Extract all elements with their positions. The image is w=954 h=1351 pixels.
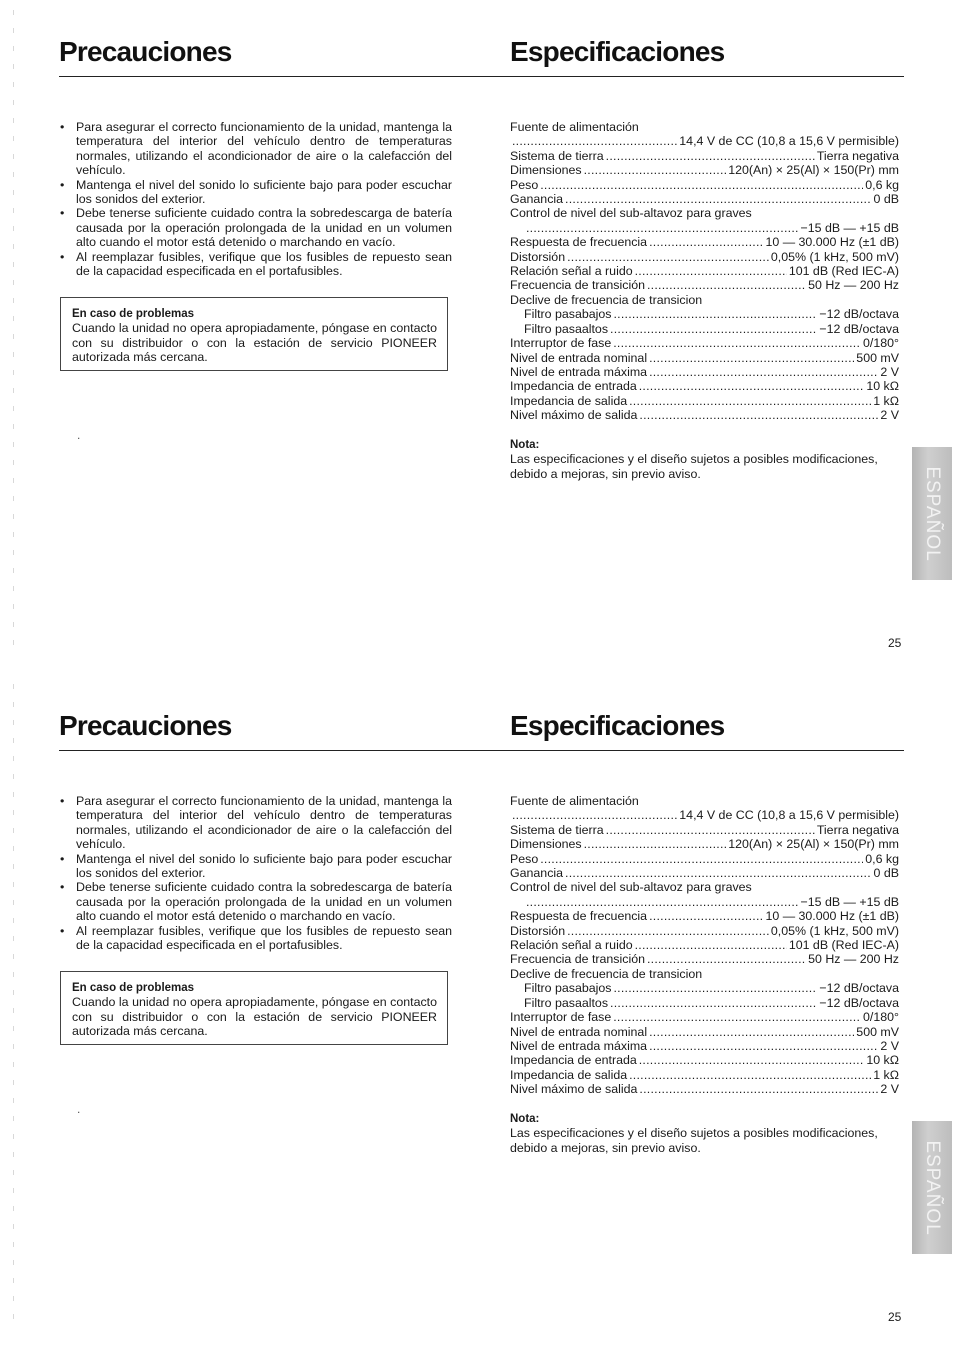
leader-dots: [613, 981, 817, 995]
spec-label: Ganancia: [510, 866, 564, 881]
spec-label: Fuente de alimentación: [510, 120, 639, 134]
leader-dots: [584, 163, 727, 177]
spec-row: [510, 837, 899, 851]
spec-value: −12 dB/octava: [819, 307, 899, 322]
spec-row: [510, 1053, 899, 1067]
leader-dots: [610, 322, 817, 336]
leader-dots: [649, 351, 854, 365]
note-block: [510, 1112, 905, 1155]
note-body: Las especificaciones y el diseño sujetos a posibles modificaciones, debido a mejoras, sin previo aviso.: [510, 452, 878, 481]
leader-dots: [649, 365, 878, 379]
spec-row: [510, 1010, 899, 1024]
spec-label: Filtro pasabajos: [524, 981, 612, 996]
spec-value: −12 dB/octava: [819, 321, 899, 336]
leader-dots: [647, 278, 806, 292]
spec-label: Fuente de alimentación: [510, 794, 639, 808]
trouble-title: En caso de problemas: [72, 982, 195, 994]
spec-label: Filtro pasaaltos: [524, 321, 609, 336]
language-tab-label: ESPAÑOL: [922, 465, 943, 562]
spec-value: 10 kΩ: [866, 1053, 899, 1068]
spec-value: 101 dB (Red IEC-A): [788, 938, 899, 953]
spec-value: 500 mV: [856, 1024, 899, 1039]
spec-label: Nivel de entrada máxima: [510, 1038, 648, 1053]
precaution-item: • Debe tenerse suficiente cuidado contra la sobredescarga de batería causada por la operación prolongada de la unidad en un volumen alto cuando el motor está detenido o marchando en vacío.: [60, 206, 452, 249]
header-rule: [59, 750, 904, 751]
trouble-body: Cuando la unidad no opera apropiadamente, póngase en contacto con su distribuidor o con la estación de servicio PIONEER autorizada más cercana.: [72, 995, 437, 1039]
spec-label: Distorsión: [510, 923, 566, 938]
precaution-item: • Debe tenerse suficiente cuidado contra la sobredescarga de batería causada por la operación prolongada de la unidad en un volumen alto cuando el motor está detenido o marchando en vacío.: [60, 880, 452, 923]
precautions-title: Precauciones: [59, 710, 232, 741]
spec-value: 500 mV: [856, 350, 899, 365]
spec-value: 120(An) × 25(Al) × 150(Pr) mm: [728, 163, 899, 178]
scan-edge: [13, 684, 14, 1324]
spec-value: −15 dB — +15 dB: [800, 894, 899, 909]
precaution-item: • Al reemplazar fusibles, verifique que los fusibles de repuesto sean de la capacidad especificada en el portafusibles.: [60, 250, 452, 279]
note-title: Nota:: [510, 439, 540, 451]
leader-dots: [613, 1010, 861, 1024]
spec-value: 0/180°: [863, 1010, 899, 1025]
leader-dots: [649, 1025, 854, 1039]
precaution-item: • Para asegurar el correcto funcionamiento de la unidad, mantenga la temperatura del interior del vehículo dentro de temperaturas normales, utilizando el acondicionador de aire o la calefacción del vehículo.: [60, 794, 452, 852]
page-number: 25: [888, 636, 902, 650]
spec-value: 50 Hz — 200 Hz: [808, 278, 899, 293]
precaution-item: • Mantenga el nivel del sonido lo suficiente bajo para poder escuchar los sonidos del exterior.: [60, 852, 452, 881]
spec-label: Declive de frecuencia de transicion: [510, 292, 703, 307]
leader-dots: [512, 134, 677, 148]
precaution-item: • Mantenga el nivel del sonido lo suficiente bajo para poder escuchar los sonidos del exterior.: [60, 178, 452, 207]
spec-row: [510, 952, 899, 966]
spec-value: −12 dB/octava: [819, 995, 899, 1010]
specs-list: [510, 120, 899, 423]
spec-value: 2 V: [880, 1082, 899, 1097]
spec-value: 0 dB: [873, 866, 899, 881]
header-rule: [59, 76, 904, 77]
spec-row: [510, 996, 899, 1010]
trouble-box: [60, 971, 448, 1045]
spec-label: Sistema de tierra: [510, 148, 604, 163]
spec-row: [510, 264, 899, 278]
language-tab: [912, 1121, 952, 1254]
leader-dots: [649, 1039, 878, 1053]
spec-row: [510, 322, 899, 336]
spec-row: [510, 134, 899, 148]
leader-dots: [639, 379, 865, 393]
spec-row: [510, 808, 899, 822]
spec-row: [510, 909, 899, 923]
leader-dots: [610, 996, 817, 1010]
spec-row: [510, 221, 899, 235]
precautions-list: [60, 120, 452, 278]
spec-label: Nivel de entrada máxima: [510, 364, 648, 379]
precaution-item: • Al reemplazar fusibles, verifique que los fusibles de repuesto sean de la capacidad especificada en el portafusibles.: [60, 924, 452, 953]
spec-row: [510, 408, 899, 422]
spec-label: Relación señal a ruido: [510, 938, 633, 953]
spec-row: [510, 307, 899, 321]
page-bottom: [0, 674, 954, 1349]
leader-dots: [629, 1068, 871, 1082]
leader-dots: [649, 909, 763, 923]
leader-dots: [526, 221, 798, 235]
spec-value: 1 kΩ: [873, 1067, 899, 1082]
spec-row: [510, 163, 899, 177]
spec-row: [510, 1025, 899, 1039]
leader-dots: [565, 866, 871, 880]
scan-edge: [13, 10, 14, 650]
leader-dots: [584, 837, 727, 851]
spec-row: [510, 250, 899, 264]
note-block: [510, 438, 905, 481]
spec-value: Tierra negativa: [816, 822, 899, 837]
spec-label: Control de nivel del sub-altavoz para graves: [510, 880, 752, 895]
leader-dots: [635, 938, 787, 952]
specifications-title: Especificaciones: [510, 36, 725, 67]
precaution-item: • Para asegurar el correcto funcionamiento de la unidad, mantenga la temperatura del interior del vehículo dentro de temperaturas normales, utilizando el acondicionador de aire o la calefacción del vehículo.: [60, 120, 452, 178]
leader-dots: [606, 149, 815, 163]
spec-value: Tierra negativa: [816, 148, 899, 163]
spec-label: Impedancia de entrada: [510, 379, 637, 394]
leader-dots: [647, 952, 806, 966]
trouble-box: [60, 297, 448, 371]
spec-row: [510, 981, 899, 995]
spec-row: [510, 852, 899, 866]
spec-label: Declive de frecuencia de transicion: [510, 966, 703, 981]
spec-row: [510, 365, 899, 379]
leader-dots: [526, 895, 798, 909]
stray-mark: .: [77, 1102, 81, 1116]
spec-value: 0,05% (1 kHz, 500 mV): [770, 249, 899, 264]
spec-label: Impedancia de entrada: [510, 1053, 637, 1068]
spec-value: 0,6 kg: [865, 851, 899, 866]
leader-dots: [639, 1053, 865, 1067]
leader-dots: [649, 235, 763, 249]
leader-dots: [613, 307, 817, 321]
precautions-list: [60, 794, 452, 952]
spec-value: 2 V: [880, 1038, 899, 1053]
language-tab-label: ESPAÑOL: [922, 1139, 943, 1236]
spec-row: [510, 379, 899, 393]
spec-row: [510, 895, 899, 909]
leader-dots: [635, 264, 787, 278]
spec-label: Sistema de tierra: [510, 822, 604, 837]
leader-dots: [606, 823, 815, 837]
spec-value: 10 kΩ: [866, 379, 899, 394]
spec-value: 101 dB (Red IEC-A): [788, 264, 899, 279]
spec-label: Frecuencia de transición: [510, 278, 645, 293]
page-top: [0, 0, 954, 675]
trouble-body: Cuando la unidad no opera apropiadamente, póngase en contacto con su distribuidor o con la estación de servicio PIONEER autorizada más cercana.: [72, 321, 437, 365]
spec-label: Control de nivel del sub-altavoz para graves: [510, 206, 752, 221]
spec-value: 2 V: [880, 364, 899, 379]
leader-dots: [567, 924, 769, 938]
note-body: Las especificaciones y el diseño sujetos a posibles modificaciones, debido a mejoras, sin previo aviso.: [510, 1126, 878, 1155]
spec-row: [510, 924, 899, 938]
spec-value: −12 dB/octava: [819, 981, 899, 996]
spec-label: Filtro pasabajos: [524, 307, 612, 322]
spec-value: 10 — 30.000 Hz (±1 dB): [765, 235, 899, 250]
spec-value: 0/180°: [863, 336, 899, 351]
leader-dots: [613, 336, 861, 350]
spec-label: Peso: [510, 851, 539, 866]
note-title: Nota:: [510, 1113, 540, 1125]
spec-row: [510, 192, 899, 206]
spec-row: [510, 149, 899, 163]
leader-dots: [567, 250, 769, 264]
spec-value: 50 Hz — 200 Hz: [808, 952, 899, 967]
specs-list: [510, 794, 899, 1097]
spec-label: Interruptor de fase: [510, 336, 612, 351]
spec-label: Ganancia: [510, 192, 564, 207]
spec-label: Interruptor de fase: [510, 1010, 612, 1025]
leader-dots: [540, 852, 863, 866]
spec-row: [510, 336, 899, 350]
spec-row: [510, 1068, 899, 1082]
spec-value: −15 dB — +15 dB: [800, 220, 899, 235]
spec-label: Impedancia de salida: [510, 1067, 628, 1082]
spec-label: Distorsión: [510, 249, 566, 264]
spec-value: 1 kΩ: [873, 393, 899, 408]
spec-row: [510, 938, 899, 952]
leader-dots: [639, 408, 878, 422]
spec-value: 2 V: [880, 408, 899, 423]
spec-label: Frecuencia de transición: [510, 952, 645, 967]
spec-value: 14,4 V de CC (10,8 a 15,6 V permisible): [679, 808, 899, 823]
spec-label: Respuesta de frecuencia: [510, 909, 648, 924]
spec-value: 0,05% (1 kHz, 500 mV): [770, 923, 899, 938]
spec-label: Impedancia de salida: [510, 393, 628, 408]
spec-row: [510, 866, 899, 880]
spec-label: Relación señal a ruido: [510, 264, 633, 279]
spec-row: [510, 394, 899, 408]
spec-label: Nivel máximo de salida: [510, 1082, 638, 1097]
spec-label: Nivel máximo de salida: [510, 408, 638, 423]
spec-label: Nivel de entrada nominal: [510, 350, 648, 365]
spec-row: [510, 1039, 899, 1053]
spec-value: 0 dB: [873, 192, 899, 207]
spec-value: 0,6 kg: [865, 177, 899, 192]
leader-dots: [565, 192, 871, 206]
page-number: 25: [888, 1310, 902, 1324]
leader-dots: [629, 394, 871, 408]
precautions-title: Precauciones: [59, 36, 232, 67]
spec-label: Filtro pasaaltos: [524, 995, 609, 1010]
spec-label: Dimensiones: [510, 163, 582, 178]
spec-row: [510, 235, 899, 249]
spec-value: 120(An) × 25(Al) × 150(Pr) mm: [728, 837, 899, 852]
spec-row: [510, 278, 899, 292]
stray-mark: .: [77, 428, 81, 442]
spec-label: Dimensiones: [510, 837, 582, 852]
spec-label: Respuesta de frecuencia: [510, 235, 648, 250]
spec-label: Nivel de entrada nominal: [510, 1024, 648, 1039]
trouble-title: En caso de problemas: [72, 308, 195, 320]
leader-dots: [540, 178, 863, 192]
spec-value: 10 — 30.000 Hz (±1 dB): [765, 909, 899, 924]
language-tab: [912, 447, 952, 580]
spec-row: [510, 178, 899, 192]
specifications-title: Especificaciones: [510, 710, 725, 741]
leader-dots: [639, 1082, 878, 1096]
spec-row: [510, 351, 899, 365]
spec-label: Peso: [510, 177, 539, 192]
leader-dots: [512, 808, 677, 822]
spec-row: [510, 823, 899, 837]
spec-row: [510, 1082, 899, 1096]
spec-value: 14,4 V de CC (10,8 a 15,6 V permisible): [679, 134, 899, 149]
